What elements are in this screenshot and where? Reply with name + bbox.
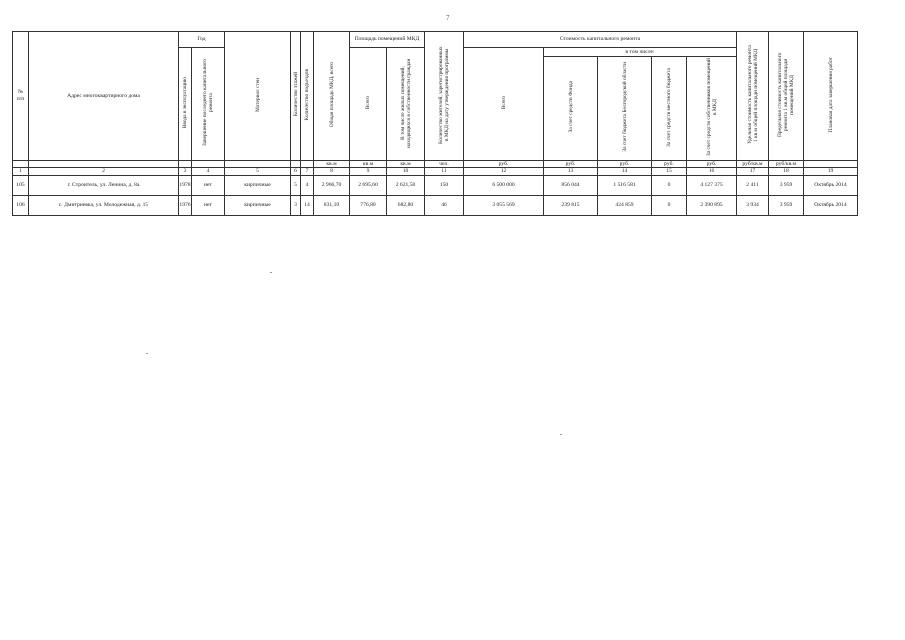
- header-address: Адрес многоквартирного дома: [29, 32, 179, 161]
- header-num: № п/п: [13, 32, 29, 161]
- table-row: 106 с. Дмитриевка, ул. Молодежная, д. 15 1976 нет кирпичные 3 14 831,10 776,80 682,80 46 3 055 569 239 815 424 859 0 2 390 895 3 934 3 959 Октябрь 2014: [13, 195, 858, 215]
- header-including: в том числе:: [544, 48, 737, 57]
- scan-speck: [560, 434, 562, 435]
- header-wall-material: Материал стен: [225, 32, 291, 161]
- header-residents: Количество жителей, зарегистрированных в МКД на дату утверждения программы: [425, 32, 464, 161]
- header-entrances: Количество подъездов: [301, 32, 314, 161]
- scan-speck: [146, 353, 148, 354]
- header-cost-owners: За счет средств собственников помещений в МКД: [687, 57, 737, 161]
- header-premises-area: Площадь помещений МКД: [350, 32, 425, 48]
- table-row: 105 г. Строитель, ул. Ленина, д. 8а 1978 нет кирпичные 5 4 2 966,70 2 695,60 2 621,50 150 6 500 000 856 044 1 516 581 0 4 127 375 2 411 3 959 Октябрь 2014: [13, 175, 858, 195]
- header-cost-fund: За счет средств Фонда: [544, 57, 598, 161]
- header-unit-cost: Удельная стоимость капитального ремонта 1 кв.м общей площади помещений МКД: [737, 32, 769, 161]
- header-cost-local: За счет средств местного бюджета: [652, 57, 687, 161]
- header-year-commission: Ввода в эксплуатацию: [179, 48, 192, 161]
- header-max-cost: Предельная стоимость капитального ремонта 1 кв.м общей площади помещений МКД: [769, 32, 804, 161]
- column-number-row: 1 2 3 4 5 6 7 8 9 10 11 12 13 14 15 16 17 18 19: [13, 168, 858, 176]
- header-cost-total: Всего: [464, 48, 544, 161]
- scan-speck: [270, 272, 272, 273]
- header-premises-total: Всего: [350, 48, 387, 161]
- header-cost-group: Стоимость капитального ремонта: [464, 32, 737, 48]
- header-completion-date: Плановая дата завершения работ: [804, 32, 858, 161]
- header-premises-residents: В том числе жилых помещений, находящихся в собственности граждан: [387, 48, 425, 161]
- header-floors: Количество этажей: [291, 32, 301, 161]
- page-number: 7: [446, 14, 450, 22]
- header-year-last-repair: Завершение последнего капитального ремонта: [192, 48, 225, 161]
- header-cost-region: За счет бюджета Белгородской области: [598, 57, 652, 161]
- header-year-group: Год: [179, 32, 225, 48]
- capital-repair-table: [12, 31, 858, 216]
- header-total-area: Общая площадь МКД, всего: [314, 32, 350, 161]
- units-row: кв.м кв.м кв.м чел. руб. руб. руб. руб. руб. руб/кв.м руб/кв.м: [13, 160, 858, 168]
